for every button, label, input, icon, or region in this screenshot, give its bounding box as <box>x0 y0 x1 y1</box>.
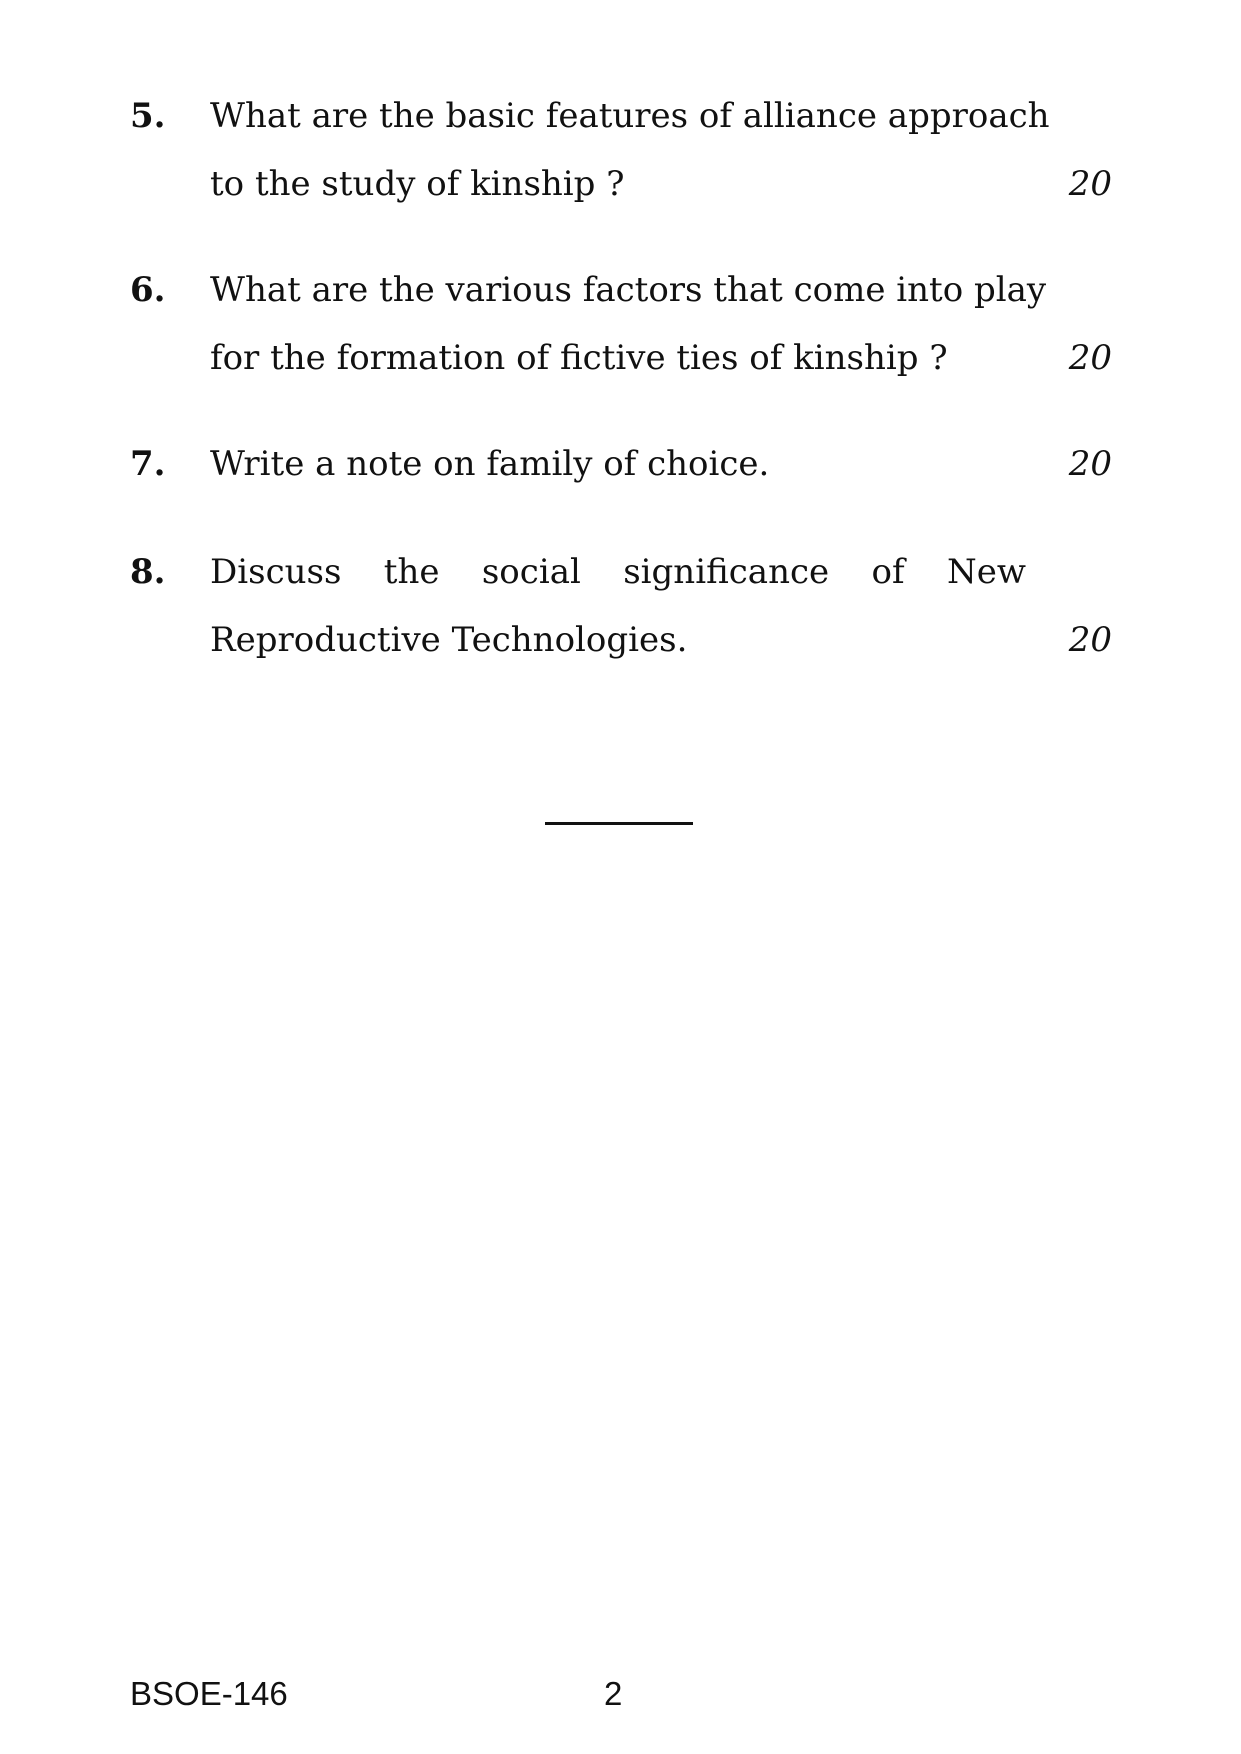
question-text <box>210 430 1090 498</box>
question-marks: 20 <box>1068 338 1112 378</box>
question-word: of <box>871 552 905 592</box>
question-number: 7. <box>130 444 166 484</box>
question-text <box>210 256 1090 392</box>
page-number: 2 <box>604 1675 623 1712</box>
question-7 <box>130 430 1120 498</box>
question-6 <box>130 256 1120 392</box>
question-line: to the study of kinship ? <box>210 164 625 204</box>
question-line: for the formation of fictive ties of kinship ? <box>210 338 948 378</box>
question-marks: 20 <box>1068 620 1112 660</box>
question-word: New <box>946 552 1026 592</box>
question-line: Write a note on family of choice. <box>210 444 770 484</box>
question-text <box>210 538 1026 674</box>
question-5 <box>130 82 1120 218</box>
course-code: BSOE-146 <box>130 1675 288 1712</box>
question-line-justified <box>210 538 1026 606</box>
question-line: What are the various factors that come into play <box>210 270 1047 310</box>
question-number: 5. <box>130 96 166 136</box>
question-line: What are the basic features of alliance approach <box>210 96 1050 136</box>
question-text <box>210 82 1090 218</box>
question-line: Reproductive Technologies. <box>210 620 688 660</box>
question-8 <box>130 538 1120 674</box>
question-marks: 20 <box>1068 164 1112 204</box>
question-number: 6. <box>130 270 166 310</box>
question-word: Discuss <box>210 552 342 592</box>
question-marks: 20 <box>1068 444 1112 484</box>
question-word: the <box>383 552 440 592</box>
question-number: 8. <box>130 552 166 592</box>
end-divider <box>545 822 693 825</box>
question-word: social <box>481 552 581 592</box>
question-word: significance <box>623 552 830 592</box>
